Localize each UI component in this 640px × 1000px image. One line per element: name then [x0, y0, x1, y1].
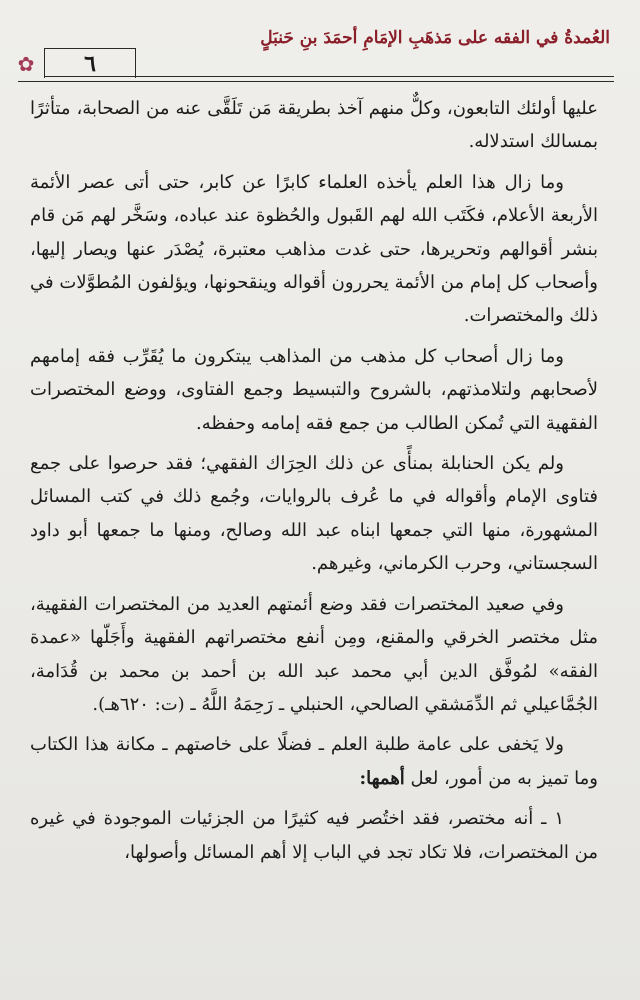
floral-ornament-icon: ✿: [17, 52, 35, 76]
page-number: ٦: [84, 51, 96, 77]
page-header: [0, 14, 640, 88]
header-rule-top: [44, 76, 614, 77]
paragraph-3: [30, 340, 598, 440]
running-title: العُمدةُ في الفقه على مَذهَبِ الإمَامِ أحمَدَ بنِ حَنبَلٍ: [260, 28, 610, 48]
body-text: [30, 92, 598, 876]
paragraph-2-text: وما زال هذا العلم يأخذه العلماء كابرًا عن كابر، حتى أتى عصر الأئمة الأربعة الأعلام، فكَتَب الله لهم القَبول والحُظوة عند عباده، وسَخَّر لهم مَن قام بنشر أقوالهم وتحريرها، حتى غدت مذاهب معتبرة، يُصْدَر عنها ويصار إليها، وأصحاب كل إمام من الأئمة يحررون أقواله وينقحونها، ويؤلفون المُطوَّلات في ذلك والمختصرات.: [30, 171, 598, 327]
paragraph-1: [30, 92, 598, 159]
paragraph-2: [30, 166, 598, 333]
paragraph-1-text: عليها أولئك التابعون، وكلٌّ منهم آخذ بطريقة مَن تَلَقَّى عنه من الصحابة، متأثرًا بمسالك استدلاله.: [30, 98, 598, 153]
paragraph-6-text: ولا يَخفى على عامة طلبة العلم ـ فضلًا على خاصتهم ـ مكانة هذا الكتاب وما تميز به من أمور، لعل: [30, 734, 598, 789]
page-number-box: [44, 48, 136, 78]
paragraph-3-text: وما زال أصحاب كل مذهب من المذاهب يبتكرون ما يُقَرِّب فقه إمامهم لأصحابهم ولتلامذتهم، بالشروح والتبسيط وجمع الفتاوى، ووضع المختصرات الفقهية التي تُمكن الطالب من جمع فقه إمامه وحفظه.: [30, 345, 598, 434]
paragraph-6: [30, 728, 598, 795]
paragraph-4: [30, 447, 598, 581]
paragraph-7-text: ١ ـ أنه مختصر، فقد اختُصر فيه كثيرًا من الجزئيات الموجودة في غيره من المختصرات، فلا تكاد تجد في الباب إلا أهم المسائل وأصولها،: [30, 808, 598, 863]
paragraph-6-bold-tail: أهمها:: [359, 767, 405, 789]
paragraph-5: [30, 588, 598, 722]
paragraph-5-text: وفي صعيد المختصرات فقد وضع أئمتهم العديد من المختصرات الفقهية، مثل مختصر الخرقي والمقنع، ومِن أنفع مختصراتهم الفقهية وأَجَلّها «عمدة الفقه» لمُوفَّق الدين أبي محمد عبد الله بن أحمد بن محمد بن قُدَامة، الجُمَّاعيلي ثم الدِّمَشقي الصالحي، الحنبلي ـ رَحِمَهُ اللَّهُ ـ (ت: ٦٢٠هـ).: [30, 593, 598, 715]
header-rule-bottom: [18, 81, 614, 82]
paragraph-4-text: ولم يكن الحنابلة بمنأًى عن ذلك الحِرَاك الفقهي؛ فقد حرصوا على جمع فتاوى الإمام وأقواله في ما عُرف بالروايات، وجُمع ذلك في كتب المسائل المشهورة، منها التي جمعها ابناه عبد الله وصالح، ومنها ما جمعها أبو داود السجستاني، وحرب الكرماني، وغيرهم.: [30, 453, 598, 575]
paragraph-7: [30, 802, 598, 869]
